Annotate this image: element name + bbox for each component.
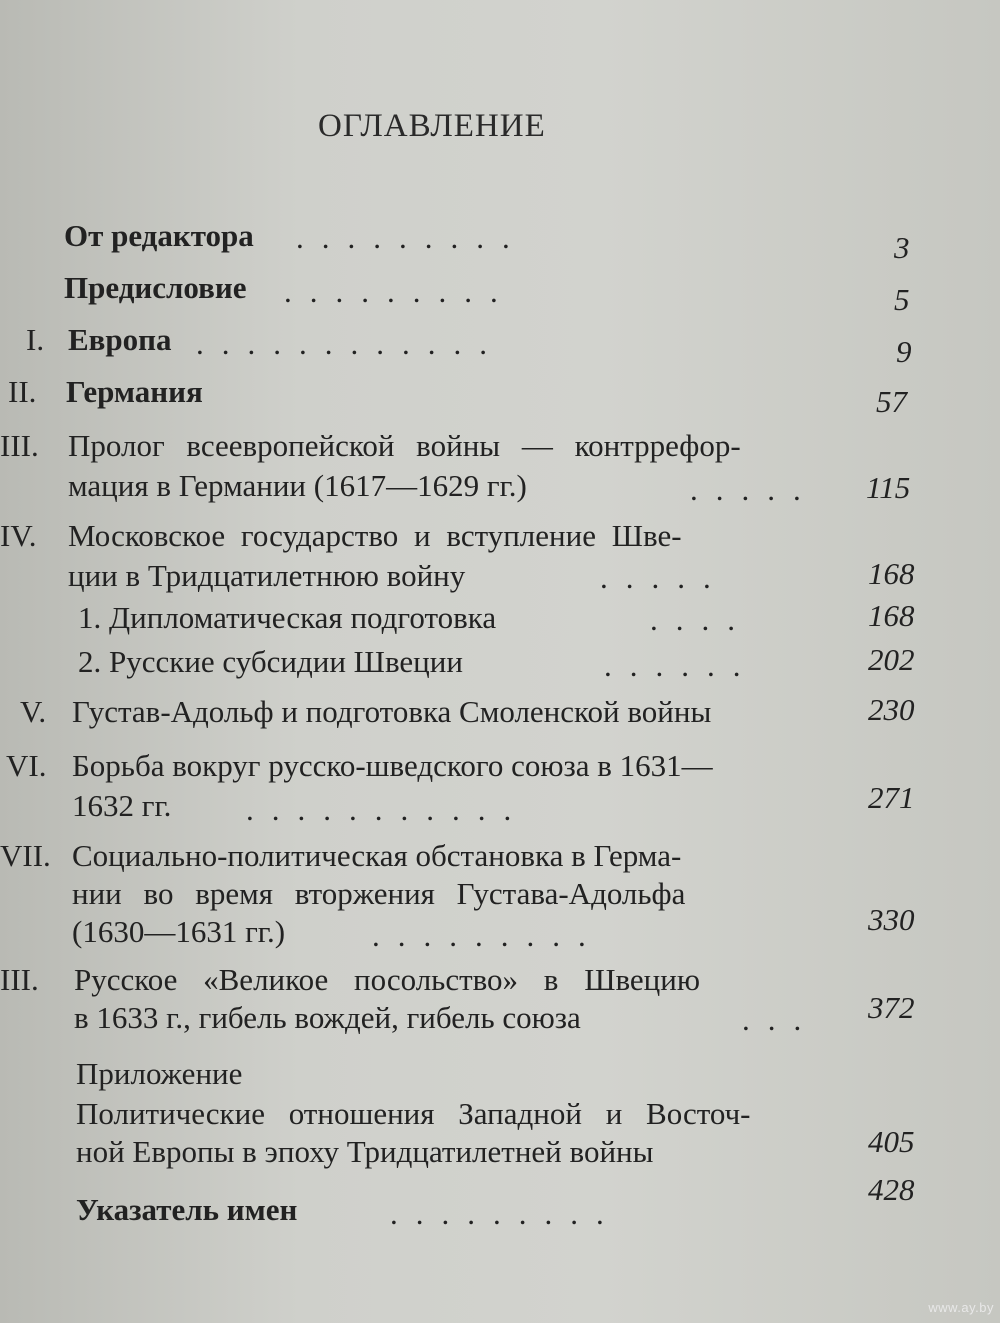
leader-dots: .....	[600, 560, 729, 595]
toc-entry-line: (1630—1631 гг.)	[72, 914, 286, 949]
toc-entry-line: Борьба вокруг русско-шведского союза в 1631—	[72, 748, 713, 783]
toc-numeral: III.	[0, 962, 39, 997]
leader-dots: .........	[390, 1196, 622, 1231]
toc-page-number: 168	[868, 556, 915, 591]
toc-numeral: I.	[26, 322, 45, 357]
toc-entry-line: в 1633 г., гибель вождей, гибель союза	[74, 1000, 581, 1035]
page-title: ОГЛАВЛЕНИЕ	[318, 108, 546, 144]
toc-entry-label: Германия	[66, 374, 203, 409]
toc-page-number: 330	[868, 902, 915, 937]
toc-page-number: 168	[868, 598, 915, 633]
leader-dots: .........	[296, 220, 528, 255]
toc-entry-line: Русское «Великое посольство» в Швецию	[74, 962, 701, 997]
toc-entry-label: Указатель имен	[76, 1192, 298, 1227]
leader-dots: .........	[284, 274, 516, 309]
toc-entry-label: Европа	[68, 322, 172, 357]
toc-entry-line: ции в Тридцатилетнюю войну	[68, 558, 466, 593]
toc-numeral: IV.	[0, 518, 37, 553]
leader-dots: ...	[742, 1002, 820, 1037]
toc-entry-label: От редактора	[64, 218, 254, 253]
toc-entry-line: Пролог всеевропейской войны — контррефор-	[68, 428, 741, 463]
toc-entry-line: Социально-политическая обстановка в Герма-	[72, 838, 682, 873]
toc-page-number: 115	[866, 470, 911, 505]
toc-entry-line: 1632 гг.	[72, 788, 172, 823]
toc-numeral: VII.	[0, 838, 51, 873]
toc-section-heading: Приложение	[76, 1056, 243, 1091]
toc-entry-label: Предисловие	[64, 270, 247, 305]
toc-entry-line: ной Европы в эпоху Тридцатилетней войны	[76, 1134, 654, 1169]
toc-entry-line: Политические отношения Западной и Восточ-	[76, 1096, 751, 1131]
leader-dots: ...........	[246, 792, 530, 827]
toc-page-number: 230	[868, 692, 915, 727]
toc-entry-line: Московское государство и вступление Шве-	[68, 518, 682, 553]
toc-page-number: 5	[894, 282, 910, 317]
leader-dots: ....	[650, 602, 753, 637]
toc-page-number: 372	[868, 990, 915, 1025]
toc-page-number: 271	[868, 780, 915, 815]
toc-page-number: 57	[876, 384, 907, 419]
toc-entry-line: нии во время вторжения Густава-Адольфа	[72, 876, 686, 911]
toc-numeral: II.	[8, 374, 37, 409]
toc-subentry: 1. Дипломатическая подготовка	[78, 600, 497, 635]
toc-numeral: VI.	[6, 748, 47, 783]
leader-dots: .....	[690, 472, 819, 507]
toc-subentry: 2. Русские субсидии Швеции	[78, 644, 463, 679]
watermark: www.ay.by	[928, 1300, 994, 1315]
toc-numeral: V.	[20, 694, 47, 729]
toc-page-number: 428	[868, 1172, 915, 1207]
leader-dots: ............	[196, 326, 505, 361]
toc-entry-line: мация в Германии (1617—1629 гг.)	[68, 468, 527, 503]
toc-page-number: 202	[868, 642, 915, 677]
toc-page-number: 3	[894, 230, 910, 265]
leader-dots: ......	[604, 648, 759, 683]
leader-dots: .........	[372, 918, 604, 953]
toc-entry-label: Густав-Адольф и подготовка Смоленской войны	[72, 694, 712, 729]
toc-numeral: III.	[0, 428, 39, 463]
toc-page-number: 405	[868, 1124, 915, 1159]
toc-page-number: 9	[896, 334, 912, 369]
